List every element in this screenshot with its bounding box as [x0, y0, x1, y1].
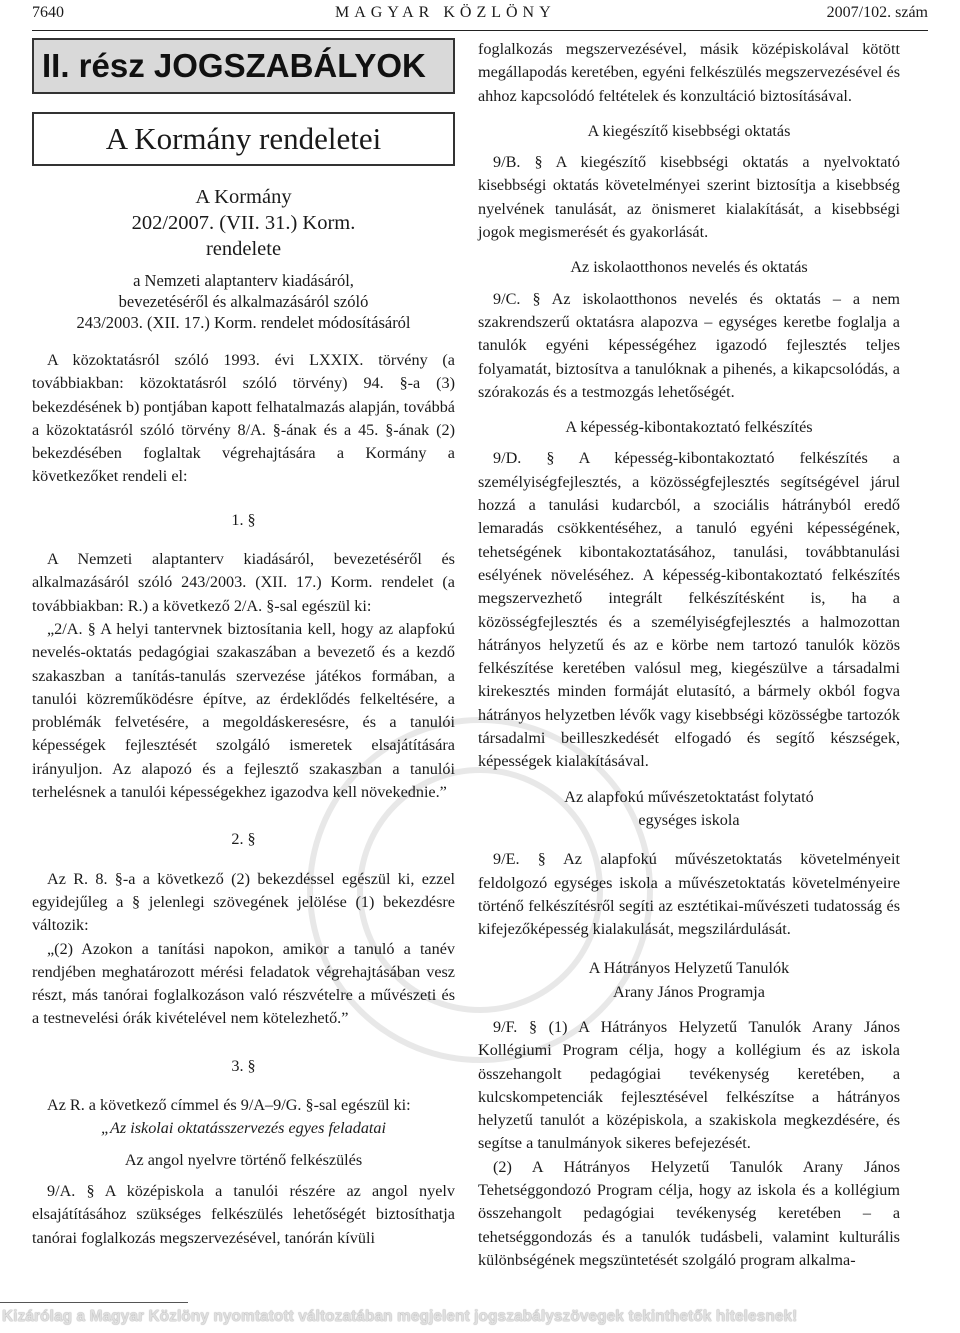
paragraph-9c: 9/C. § Az iskolaotthonos nevelés és oktatás – a nem szakrendszerű oktatásra alapozva – egységes keretbe foglalja a tanulók egyéni képességéhez igazodó fejlesztés teljes folyamatát, biztosítva a tanulóknak a pihenés, a kikapcsolódás, a szórakozás és a testmozgás lehetőségét.: [478, 289, 900, 401]
decree-title: [32, 184, 455, 333]
heading-alapfoku-line2: egységes iskola: [638, 810, 740, 829]
paragraph-9e: 9/E. § Az alapfokú művészetoktatás követelményeit feldolgozó egységes iskola a művészetoktatás követelményeire történő felkészítésről segíti az esztétikai-művészeti tudatosság és kifejezőképesség kialakulását, megszilárdulását.: [478, 850, 900, 939]
paragraph-9f-1: 9/F. § (1) A Hátrányos Helyzetű Tanulók Arany János Kollégiumi Program célja, hogy a kollégium és az iskola összehangolt pedagógiai tevékenység keretében, a kulcskompetenciák fejlesztésével felkészítse a hátrányos helyzetű tanulót a középiskola, a szakiskola megkezdésére, és segítse a tanulmányok sikeres befejezését.: [478, 1017, 900, 1153]
part-title: II. rész JOGSZABÁLYOK: [32, 38, 455, 94]
section-3-number: 3. §: [231, 1056, 256, 1075]
section-1-text: A Nemzeti alaptanterv kiadásáról, bevezetéséről és alkalmazásáról szóló 243/2003. (XII. 17.) Korm. rendelet (a továbbiakban: R.) a következő 2/A. §-sal egészül ki:: [32, 550, 455, 615]
header-rule: [32, 30, 928, 31]
section-2-text: Az R. 8. §-a a következő (2) bekezdéssel egészül ki, ezzel egyidejűleg a § jelenlegi szövegének jelölése (1) bekezdésre változik:: [32, 869, 455, 935]
heading-kisebbsegi: A kiegészítő kisebbségi oktatás: [587, 121, 791, 140]
heading-kepesseg: A képesség-kibontakoztató felkészítés: [565, 418, 813, 437]
section-2-quote: „(2) Azokon a tanítási napokon, amikor a tanuló a tanév rendjében meghatározott mérési feladatok végrehajtásában vesz részt, más tanórai foglalkozáson való részvételre a művészeti és a testnevelési órák kivételével nem kötelezhető.”: [32, 939, 455, 1028]
section-3-quote-title: „Az iskolai oktatásszervezés egyes feladatai: [100, 1119, 387, 1138]
footer-rule: [0, 1302, 188, 1303]
section-2-number: 2. §: [231, 830, 256, 849]
decree-subject-line: 243/2003. (XII. 17.) Korm. rendelet módosításáról: [76, 313, 411, 332]
decree-number: 202/2007. (VII. 31.) Korm.: [131, 212, 356, 234]
journal-name: MAGYAR KÖZLÖNY: [335, 4, 556, 21]
footer-disclaimer: Kizárólag a Magyar Közlöny nyomtatott változatában megjelent jogszabályszövegek tekinthetők hitelesnek!: [2, 1308, 798, 1325]
decree-type: rendelete: [205, 238, 282, 260]
decree-subject-line: bevezetéséről és alkalmazásáról szóló: [118, 292, 369, 311]
heading-alapfoku: Az alapfokú művészetoktatást folytató: [564, 787, 814, 806]
left-column: [32, 38, 455, 1250]
issue-number: 2007/102. szám: [826, 4, 928, 21]
paragraph-9a-continued: foglalkozás megszervezésével, másik középiskolával kötött megállapodás keretében, egyéni felkészülés megszervezésével és ahhoz kapcsolódó feltételek és konzultáció biztosításával.: [478, 40, 900, 105]
section-3-text: Az R. a következő címmel és 9/A–9/G. §-sal egészül ki:: [47, 1096, 411, 1115]
heading-hatranyos-line2: Arany János Programja: [613, 982, 765, 1001]
section-1-number: 1. §: [231, 510, 256, 529]
paragraph-9a: 9/A. § A középiskola a tanulói részére az angol nyelv elsajátításához szükséges felkészülés lehetőségét biztosíthatja tanórai foglalkozás megszervezésével, tanórán kívüli: [32, 1181, 455, 1247]
heading-angol: Az angol nyelvre történő felkészülés: [124, 1150, 363, 1169]
page-header: [32, 2, 928, 24]
page-number: 7640: [32, 4, 64, 21]
paragraph-9f-2: (2) A Hátrányos Helyzetű Tanulók Arany János Tehetséggondozó Program célja, hogy az iskola és a kollégium összehangolt pedagógiai tevékenység keretében – a tehetséggondozás és a tanulók tudásbeli, valamint kulturális különbségének megszüntetését szolgáló program alkalma-: [478, 1157, 900, 1269]
paragraph-9d: 9/D. § A képesség-kibontakoztató felkészítés a személyiségfejlesztés, a közösségfejlesztés segítségével járul hozzá a tanulási kudarcból, a szociális hátrányból eredő lemaradás csökkentéséhez, a tanuló egyéni képességének, tehetségének kibontakoztatásához, tanulási, továbbtanulási esélyének növeléséhez. A képesség-kibontakoztató felkészítés megszervezhető integrált felkészítésként is, ha a közösségfejlesztés és a személyiségfejlesztés a halmozottan hátrányos helyzetű és az e körbe nem tartozó tanulók közös felkészítése keretében valósul meg, kiegészülve a társadalmi kirekesztés minden formáját elutasító, a bármely okból fogva hátrányos helyzetben lévők vagy kisebbségi közösségbe tartozók társadalmi beilleszkedését elfogadó és segítő készségek, képességek kialakításával.: [478, 449, 900, 771]
paragraph-9b: 9/B. § A kiegészítő kisebbségi oktatás a nyelvoktató kisebbségi oktatás követelményei szerint biztosítja a kisebbség nyelvének tanulását, az önismeret kialakítását, a kisebbségi jogok megismerését és gyakorlását.: [478, 153, 900, 242]
section-1-quote: „2/A. § A helyi tantervnek biztosítania kell, hogy az alapfokú nevelés-oktatás pedagógiai szakaszában a bevezető és a kezdő szakaszban a tanítás-tanulás szervezése játékos formában, a tanulói közreműködésre építve, az érdeklődés felkeltésére, a problémák felvetésére, a megoldáskeresésre, és a tanulói képességek fejlesztését szolgáló ismeretek elsajátítására irányuljon. Az alapozó és a fejlesztő szakaszban a tanulói terhelésnek a tanulói képességekhez igazodva kell növekednie.”: [32, 619, 455, 802]
heading-hatranyos: A Hátrányos Helyzetű Tanulók: [588, 959, 790, 978]
right-column: [478, 38, 900, 1272]
heading-iskolaotthonos: Az iskolaotthonos nevelés és oktatás: [570, 258, 808, 277]
preamble: A közoktatásról szóló 1993. évi LXXIX. törvény (a továbbiakban: közoktatásról szóló törvény) 94. §-a (3) bekezdésének b) pontjában kapott felhatalmazás alapján, továbbá a közoktatásról szóló törvény 8/A. §-ának és a 45. §-ának (2) bekezdésében foglaltak végrehajtására a Kormány a következőket rendeli el:: [32, 351, 455, 486]
decree-issuer: A Kormány: [195, 186, 292, 208]
decree-subject-line: a Nemzeti alaptanterv kiadásáról,: [133, 271, 354, 290]
section-title: A Kormány rendeletei: [32, 112, 455, 166]
